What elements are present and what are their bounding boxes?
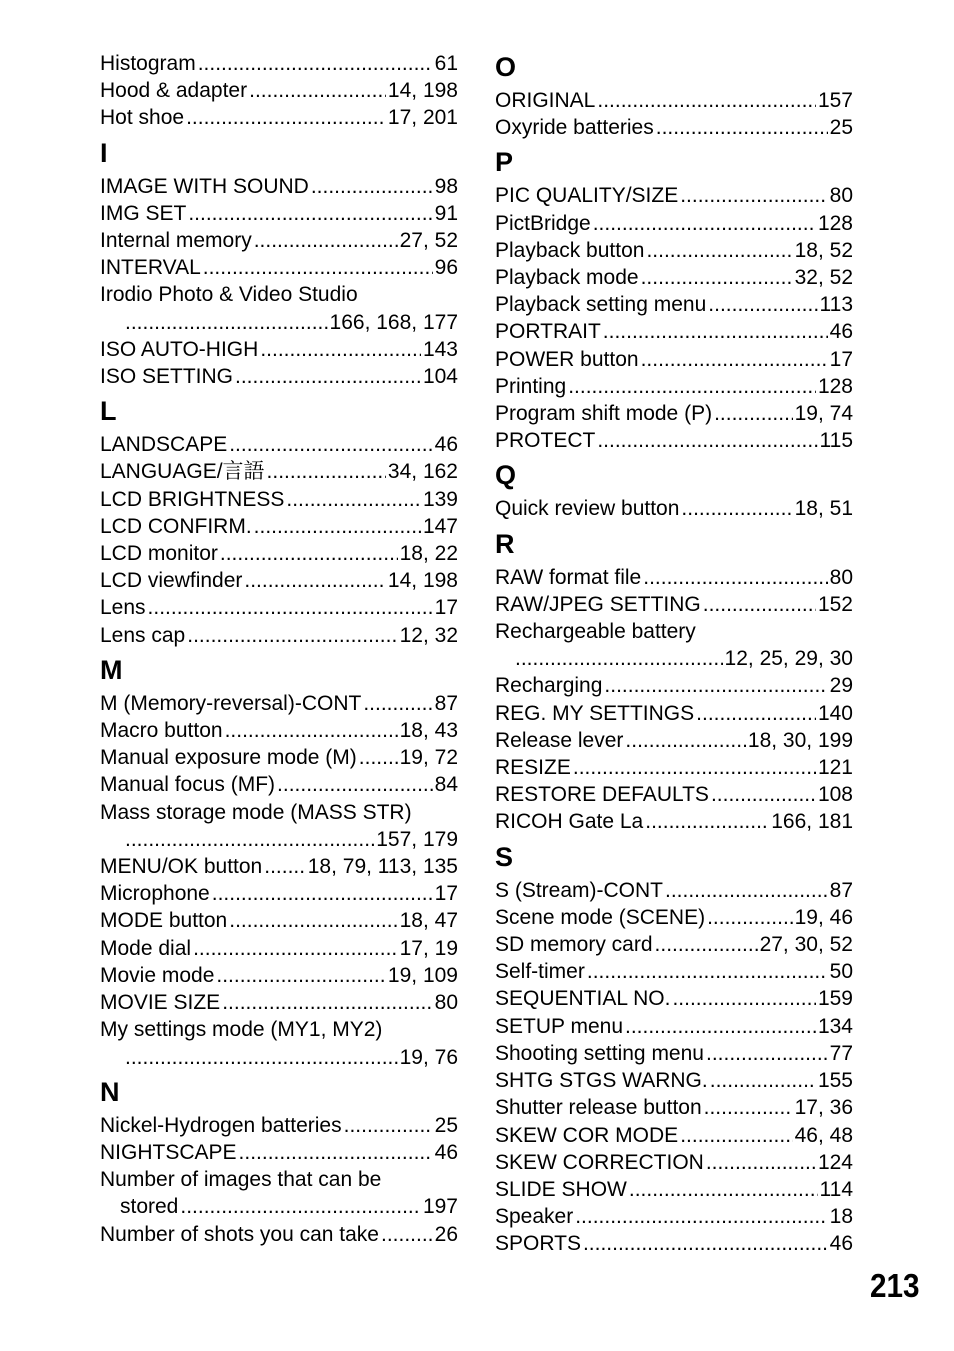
dot-leader bbox=[645, 808, 769, 835]
index-entry-pages: 34, 162 bbox=[387, 460, 458, 484]
section-letter-l: L bbox=[100, 396, 117, 427]
dot-leader bbox=[680, 1122, 792, 1149]
index-entry bbox=[495, 564, 853, 591]
index-entry-label: Quick review button bbox=[495, 497, 680, 521]
index-entry-pages: 18, 43 bbox=[399, 719, 458, 743]
index-entry-label: RESIZE bbox=[495, 756, 571, 780]
index-entry-pages: 18 bbox=[829, 1205, 853, 1229]
index-entry bbox=[100, 690, 458, 717]
dot-leader bbox=[593, 210, 816, 237]
index-entry-label: LANGUAGE/言語 bbox=[100, 460, 265, 484]
dot-leader bbox=[696, 700, 816, 727]
index-entry-pages: 12, 32 bbox=[399, 623, 458, 647]
index-entry-heading: My settings mode (MY1, MY2) bbox=[100, 1018, 383, 1042]
index-entry-pages: 19, 76 bbox=[399, 1045, 458, 1069]
index-entry bbox=[495, 237, 853, 264]
dot-leader bbox=[363, 690, 432, 717]
dot-leader bbox=[344, 1112, 433, 1139]
index-entry bbox=[495, 1040, 853, 1067]
index-entry-label: Microphone bbox=[100, 882, 210, 906]
index-entry bbox=[495, 87, 853, 114]
index-entry bbox=[495, 808, 853, 835]
index-entry bbox=[100, 336, 458, 363]
index-entry-label: Lens cap bbox=[100, 623, 186, 647]
index-entry-pages: 87 bbox=[829, 878, 853, 902]
index-entry-heading: Rechargeable battery bbox=[495, 620, 696, 644]
index-entry-label: Histogram bbox=[100, 52, 196, 75]
dot-leader bbox=[641, 264, 793, 291]
index-entry bbox=[100, 771, 458, 798]
index-entry-label: Nickel-Hydrogen batteries bbox=[100, 1113, 342, 1137]
dot-leader bbox=[193, 935, 398, 962]
index-column-left bbox=[100, 50, 458, 1248]
index-entry bbox=[495, 931, 853, 958]
index-entry-label: Printing bbox=[495, 374, 567, 398]
index-entry bbox=[495, 645, 853, 672]
index-entry-pages: 104 bbox=[422, 365, 458, 389]
dot-leader bbox=[277, 771, 433, 798]
index-entry bbox=[100, 962, 458, 989]
index-entry-label: SLIDE SHOW bbox=[495, 1177, 627, 1201]
index-entry-pages: 18, 51 bbox=[794, 497, 853, 521]
index-entry bbox=[495, 427, 853, 454]
index-entry-label: Number of shots you can take bbox=[100, 1222, 379, 1246]
index-entry-pages: 155 bbox=[817, 1069, 853, 1093]
index-entry-label: Oxyride batteries bbox=[495, 116, 654, 140]
index-entry bbox=[495, 958, 853, 985]
index-entry-label: SEQUENTIAL NO. bbox=[495, 987, 671, 1011]
index-entry-pages: 14, 198 bbox=[387, 569, 458, 593]
index-entry bbox=[100, 486, 458, 513]
index-entry-pages: 91 bbox=[434, 201, 458, 225]
dot-leader bbox=[646, 237, 792, 264]
index-entry-label: Playback mode bbox=[495, 266, 639, 290]
dot-leader bbox=[125, 1044, 398, 1071]
index-entry-pages: 25 bbox=[434, 1113, 458, 1137]
index-entry-pages: 46, 48 bbox=[794, 1123, 853, 1147]
index-entry-label: Lens bbox=[100, 596, 146, 620]
index-entry-pages: 87 bbox=[434, 691, 458, 715]
index-entry-label: INTERVAL bbox=[100, 256, 201, 280]
section-letter-r: R bbox=[495, 528, 515, 559]
index-entry-pages: 166, 168, 177 bbox=[329, 310, 458, 334]
dot-leader bbox=[656, 114, 828, 141]
index-entry bbox=[495, 318, 853, 345]
index-entry-label: LANDSCAPE bbox=[100, 433, 228, 457]
index-entry bbox=[100, 1221, 458, 1248]
index-entry-pages: 19, 72 bbox=[399, 746, 458, 770]
index-entry bbox=[495, 904, 853, 931]
dot-leader bbox=[515, 645, 723, 672]
dot-leader bbox=[216, 962, 386, 989]
index-entry-pages: 32, 52 bbox=[794, 266, 853, 290]
dot-leader bbox=[381, 1221, 433, 1248]
index-entry bbox=[100, 309, 458, 336]
index-entry-pages: 152 bbox=[817, 592, 853, 616]
index-entry-label: SKEW CORRECTION bbox=[495, 1150, 704, 1174]
dot-leader bbox=[220, 540, 398, 567]
dot-leader bbox=[575, 1203, 827, 1230]
index-entry-label: IMAGE WITH SOUND bbox=[100, 174, 309, 198]
index-entry-pages: 80 bbox=[829, 184, 853, 208]
index-entry-label: Shooting setting menu bbox=[495, 1041, 704, 1065]
index-entry bbox=[100, 458, 458, 485]
index-entry bbox=[100, 622, 458, 649]
index-entry bbox=[495, 727, 853, 754]
section-letter-m: M bbox=[100, 654, 123, 685]
index-entry bbox=[495, 495, 853, 522]
index-entry-label: Hood & adapter bbox=[100, 79, 248, 103]
index-entry-pages: 46 bbox=[829, 320, 853, 344]
index-entry-label: RICOH Gate La bbox=[495, 810, 644, 834]
index-entry bbox=[495, 877, 853, 904]
index-entry-label: IMG SET bbox=[100, 201, 187, 225]
index-entry-pages: 46 bbox=[829, 1232, 853, 1256]
index-entry-label: Speaker bbox=[495, 1205, 574, 1229]
index-entry-label: SKEW COR MODE bbox=[495, 1123, 679, 1147]
index-entry bbox=[100, 1193, 458, 1220]
index-entry bbox=[495, 114, 853, 141]
index-entry-pages: 115 bbox=[819, 429, 853, 453]
dot-leader bbox=[665, 877, 828, 904]
dot-leader bbox=[260, 336, 421, 363]
index-entry-label: RESTORE DEFAULTS bbox=[495, 783, 709, 807]
index-entry-label: M (Memory-reversal)-CONT bbox=[100, 691, 362, 715]
dot-leader bbox=[672, 985, 816, 1012]
index-entry-pages: 121 bbox=[817, 756, 853, 780]
index-entry-pages: 77 bbox=[829, 1041, 853, 1065]
dot-leader bbox=[125, 309, 328, 336]
index-entry-pages: 80 bbox=[434, 991, 458, 1015]
index-entry-label: Scene mode (SCENE) bbox=[495, 905, 706, 929]
dot-leader bbox=[198, 50, 433, 77]
dot-leader bbox=[703, 591, 816, 618]
index-entry bbox=[495, 1122, 853, 1149]
index-entry bbox=[495, 1067, 853, 1094]
index-entry-pages: 18, 47 bbox=[399, 909, 458, 933]
index-entry bbox=[100, 853, 458, 880]
index-entry-pages: 18, 79, 113, 135 bbox=[307, 855, 458, 879]
index-entry-pages: 147 bbox=[422, 514, 458, 538]
index-entry-pages: 17 bbox=[434, 882, 458, 906]
dot-leader bbox=[229, 907, 397, 934]
dot-leader bbox=[583, 1230, 828, 1257]
index-entry bbox=[100, 227, 458, 254]
index-entry-pages: 25 bbox=[829, 116, 853, 140]
index-entry bbox=[100, 935, 458, 962]
index-entry-label: LCD CONFIRM. bbox=[100, 514, 252, 538]
index-entry-pages: 124 bbox=[817, 1150, 853, 1174]
index-entry-pages: 19, 46 bbox=[794, 905, 853, 929]
index-entry-label: Release lever bbox=[495, 728, 624, 752]
dot-leader bbox=[359, 744, 398, 771]
index-entry-pages: 197 bbox=[422, 1195, 458, 1219]
index-entry bbox=[495, 373, 853, 400]
dot-leader bbox=[212, 880, 433, 907]
index-entry-label: PIC QUALITY/SIZE bbox=[495, 184, 679, 208]
index-entry bbox=[100, 363, 458, 390]
index-entry bbox=[100, 717, 458, 744]
index-entry-label: Manual focus (MF) bbox=[100, 773, 276, 797]
index-entry-pages: 80 bbox=[829, 565, 853, 589]
index-entry-label: Hot shoe bbox=[100, 106, 185, 130]
dot-leader bbox=[587, 958, 828, 985]
dot-leader bbox=[625, 727, 746, 754]
index-entry-pages: 98 bbox=[434, 174, 458, 198]
index-entry bbox=[495, 400, 853, 427]
index-entry-label: Program shift mode (P) bbox=[495, 402, 713, 426]
index-entry bbox=[100, 50, 458, 77]
page-number: 213 bbox=[870, 1267, 920, 1304]
index-entry bbox=[495, 210, 853, 237]
index-entry bbox=[100, 200, 458, 227]
index-entry-pages: 139 bbox=[422, 487, 458, 511]
dot-leader bbox=[244, 567, 386, 594]
dot-leader bbox=[311, 173, 433, 200]
dot-leader bbox=[225, 717, 398, 744]
dot-leader bbox=[573, 754, 816, 781]
dot-leader bbox=[239, 1139, 433, 1166]
section-letter-s: S bbox=[495, 841, 514, 872]
dot-leader bbox=[681, 495, 792, 522]
dot-leader bbox=[680, 182, 827, 209]
dot-leader bbox=[710, 1067, 816, 1094]
dot-leader bbox=[714, 400, 793, 427]
index-entry-label: LCD BRIGHTNESS bbox=[100, 487, 285, 511]
dot-leader bbox=[186, 104, 386, 131]
index-entry-pages: 96 bbox=[434, 256, 458, 280]
dot-leader bbox=[629, 1176, 818, 1203]
index-entry-pages: 17 bbox=[829, 347, 853, 371]
index-entry-pages: 18, 30, 199 bbox=[747, 728, 853, 752]
dot-leader bbox=[641, 346, 828, 373]
dot-leader bbox=[643, 564, 827, 591]
dot-leader bbox=[222, 989, 432, 1016]
index-entry bbox=[495, 264, 853, 291]
index-entry-label: Playback setting menu bbox=[495, 293, 707, 317]
index-entry bbox=[100, 104, 458, 131]
index-entry bbox=[495, 754, 853, 781]
index-entry bbox=[100, 594, 458, 621]
index-entry-label: SHTG STGS WARNG. bbox=[495, 1069, 708, 1093]
index-entry-label: Playback button bbox=[495, 238, 645, 262]
index-entry bbox=[100, 540, 458, 567]
index-entry-pages: 18, 22 bbox=[399, 542, 458, 566]
dot-leader bbox=[603, 318, 828, 345]
index-entry-label: SPORTS bbox=[495, 1232, 581, 1256]
index-entry-pages: 84 bbox=[434, 773, 458, 797]
dot-leader bbox=[625, 1013, 816, 1040]
dot-leader bbox=[125, 826, 374, 853]
index-entry-pages: 143 bbox=[422, 337, 458, 361]
index-entry-heading: Mass storage mode (MASS STR) bbox=[100, 800, 412, 824]
dot-leader bbox=[706, 1149, 816, 1176]
index-entry-label: RAW format file bbox=[495, 565, 642, 589]
index-entry-pages: 12, 25, 29, 30 bbox=[724, 647, 853, 671]
index-entry-label: REG. MY SETTINGS bbox=[495, 701, 695, 725]
index-entry-label: SD memory card bbox=[495, 933, 653, 957]
dot-leader bbox=[286, 486, 421, 513]
dot-leader bbox=[267, 458, 386, 485]
index-entry bbox=[495, 182, 853, 209]
index-entry-label: MODE button bbox=[100, 909, 228, 933]
index-entry-label: Mode dial bbox=[100, 936, 192, 960]
index-entry-label: Recharging bbox=[495, 674, 603, 698]
index-entry bbox=[495, 1149, 853, 1176]
dot-leader bbox=[254, 513, 421, 540]
index-entry-label: NIGHTSCAPE bbox=[100, 1140, 237, 1164]
dot-leader bbox=[254, 227, 398, 254]
index-entry bbox=[495, 291, 853, 318]
index-entry-pages: 19, 74 bbox=[794, 402, 853, 426]
index-entry bbox=[100, 254, 458, 281]
index-entry bbox=[100, 513, 458, 540]
index-entry bbox=[495, 1176, 853, 1203]
dot-leader bbox=[229, 431, 432, 458]
index-entry-label: MENU/OK button bbox=[100, 855, 263, 879]
index-entry-pages: 17, 201 bbox=[387, 106, 458, 130]
index-entry-label: SETUP menu bbox=[495, 1014, 623, 1038]
index-entry-pages: 29 bbox=[829, 674, 853, 698]
index-entry bbox=[495, 1013, 853, 1040]
dot-leader bbox=[597, 87, 816, 114]
dot-leader bbox=[235, 363, 421, 390]
index-entry-pages: 18, 52 bbox=[794, 238, 853, 262]
index-entry bbox=[100, 989, 458, 1016]
index-entry-pages: 134 bbox=[817, 1014, 853, 1038]
index-entry-pages: 108 bbox=[817, 783, 853, 807]
index-entry-label: PictBridge bbox=[495, 211, 591, 235]
index-entry-pages: 19, 109 bbox=[387, 963, 458, 987]
section-letter-o: O bbox=[495, 52, 517, 82]
index-entry-pages: 128 bbox=[817, 211, 853, 235]
index-entry-heading: Number of images that can be bbox=[100, 1168, 382, 1192]
index-entry-label: PORTRAIT bbox=[495, 320, 601, 344]
index-entry-label: POWER button bbox=[495, 347, 639, 371]
index-entry-pages: 27, 30, 52 bbox=[759, 933, 853, 957]
dot-leader bbox=[180, 1193, 421, 1220]
index-entry bbox=[495, 700, 853, 727]
dot-leader bbox=[249, 77, 386, 104]
index-entry-pages: 50 bbox=[829, 960, 853, 984]
index-column-right bbox=[495, 50, 853, 1258]
section-letter-p: P bbox=[495, 147, 514, 178]
index-entry bbox=[100, 567, 458, 594]
index-entry-label: ISO AUTO-HIGH bbox=[100, 337, 259, 361]
index-entry-pages: 159 bbox=[817, 987, 853, 1011]
index-entry-label: Shutter release button bbox=[495, 1096, 702, 1120]
dot-leader bbox=[707, 904, 793, 931]
index-entry-pages: 17, 19 bbox=[399, 936, 458, 960]
index-entry-pages: 166, 181 bbox=[771, 810, 853, 834]
index-entry-label: Macro button bbox=[100, 719, 223, 743]
index-entry bbox=[100, 826, 458, 853]
index-entry-label: Internal memory bbox=[100, 229, 252, 253]
section-letter-n: N bbox=[100, 1076, 120, 1107]
dot-leader bbox=[148, 594, 433, 621]
index-entry bbox=[495, 672, 853, 699]
index-entry-label: PROTECT bbox=[495, 429, 596, 453]
index-entry bbox=[495, 985, 853, 1012]
dot-leader bbox=[568, 373, 816, 400]
index-entry-pages: 46 bbox=[434, 433, 458, 457]
index-entry-heading: Irodio Photo & Video Studio bbox=[100, 283, 358, 307]
index-entry-pages: 17, 36 bbox=[794, 1096, 853, 1120]
dot-leader bbox=[597, 427, 817, 454]
index-entry bbox=[100, 1112, 458, 1139]
index-entry bbox=[100, 1139, 458, 1166]
dot-leader bbox=[711, 781, 816, 808]
dot-leader bbox=[203, 254, 433, 281]
dot-leader bbox=[604, 672, 827, 699]
index-entry-pages: 140 bbox=[817, 701, 853, 725]
index-entry bbox=[495, 781, 853, 808]
index-entry-label: ISO SETTING bbox=[100, 365, 234, 389]
index-entry bbox=[100, 907, 458, 934]
index-entry bbox=[100, 431, 458, 458]
index-entry-label: stored bbox=[120, 1195, 179, 1219]
dot-leader bbox=[264, 853, 306, 880]
index-entry bbox=[100, 1044, 458, 1071]
index-entry bbox=[100, 77, 458, 104]
index-entry-pages: 27, 52 bbox=[399, 229, 458, 253]
index-entry-label: RAW/JPEG SETTING bbox=[495, 592, 701, 616]
index-entry bbox=[495, 1203, 853, 1230]
index-entry-label: MOVIE SIZE bbox=[100, 991, 221, 1015]
index-entry bbox=[100, 173, 458, 200]
index-entry-pages: 26 bbox=[434, 1222, 458, 1246]
dot-leader bbox=[655, 931, 758, 958]
index-entry bbox=[100, 880, 458, 907]
index-entry-label: ORIGINAL bbox=[495, 89, 596, 112]
index-entry-label: Movie mode bbox=[100, 963, 215, 987]
index-entry bbox=[495, 1230, 853, 1257]
index-entry-pages: 14, 198 bbox=[387, 79, 458, 103]
index-entry-label: Manual exposure mode (M) bbox=[100, 746, 357, 770]
index-entry-pages: 17 bbox=[434, 596, 458, 620]
index-entry-label: S (Stream)-CONT bbox=[495, 878, 663, 902]
dot-leader bbox=[706, 1040, 828, 1067]
index-entry-pages: 157 bbox=[817, 89, 853, 112]
index-entry-pages: 114 bbox=[819, 1177, 853, 1201]
dot-leader bbox=[704, 1094, 793, 1121]
index-entry bbox=[495, 591, 853, 618]
index-entry-pages: 46 bbox=[434, 1140, 458, 1164]
index-entry-pages: 113 bbox=[819, 293, 853, 317]
index-entry-label: LCD monitor bbox=[100, 542, 218, 566]
index-entry-label: LCD viewfinder bbox=[100, 569, 243, 593]
index-entry bbox=[100, 744, 458, 771]
index-entry bbox=[495, 1094, 853, 1121]
index-entry bbox=[495, 346, 853, 373]
dot-leader bbox=[187, 622, 397, 649]
index-entry-pages: 128 bbox=[817, 374, 853, 398]
index-entry-pages: 157, 179 bbox=[376, 827, 458, 851]
dot-leader bbox=[188, 200, 432, 227]
section-letter-i: I bbox=[100, 137, 108, 168]
dot-leader bbox=[708, 291, 817, 318]
index-entry-label: Self-timer bbox=[495, 960, 585, 984]
index-entry-pages: 61 bbox=[434, 52, 458, 75]
section-letter-q: Q bbox=[495, 460, 517, 491]
